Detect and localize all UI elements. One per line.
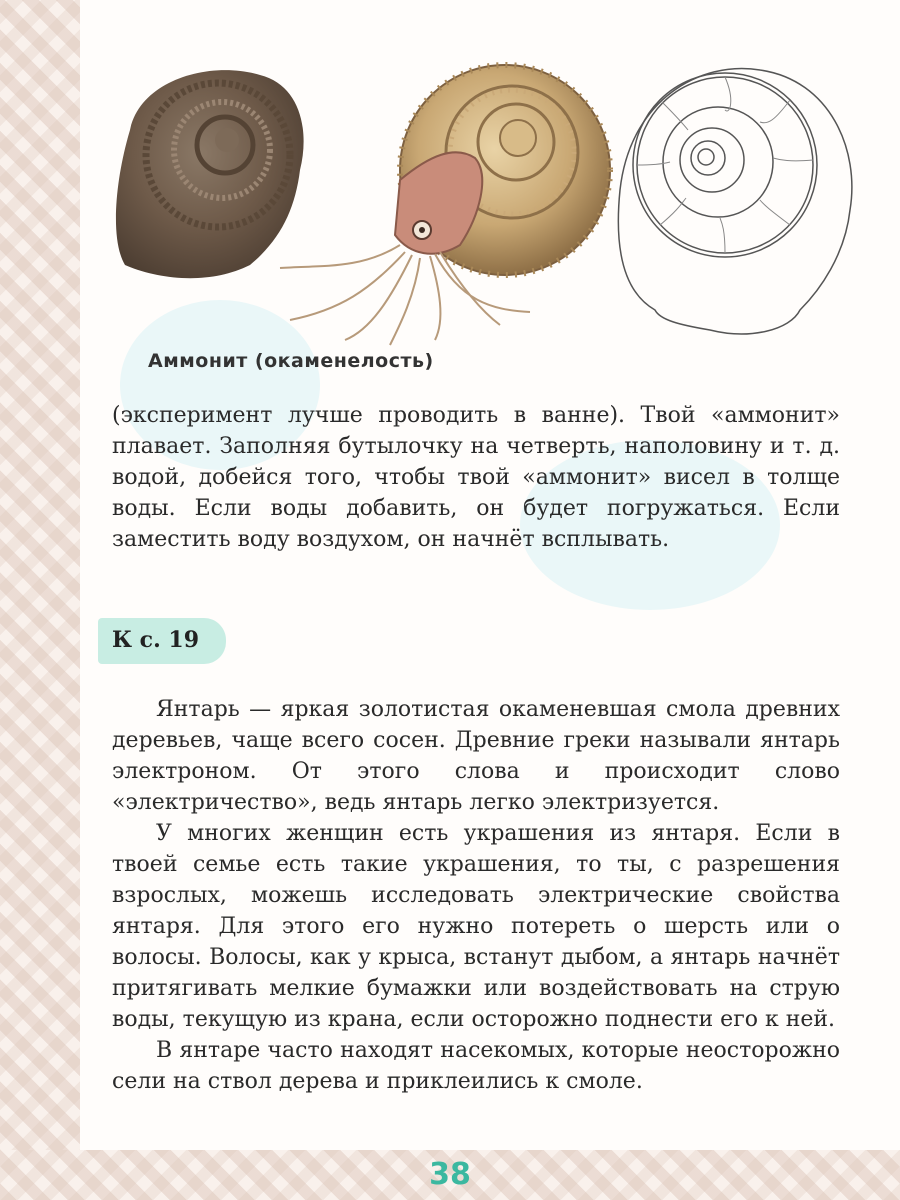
decorative-border-left [0, 0, 80, 1200]
paragraph-text: Янтарь — яркая золотистая окаменевшая смола древних деревьев, чаще всего сосен. Древние греки называли янтарь электроном. От этого слова и происходит слово «электричество», ведь янтарь легко электризуется. [112, 697, 840, 815]
paragraph-text: В янтаре часто находят насекомых, которые неосторожно сели на ствол дерева и приклеились к смоле. [112, 1038, 840, 1094]
paragraph-text: У многих женщин есть украшения из янтаря. Если в твоей семье есть такие украшения, то ты, с разрешения взрослых, можешь исследовать электрические свойства янтаря. Для этого его нужно потереть о шерсть или о волосы. Волосы, как у крыса, встанут дыбом, а янтарь начнёт притягивать мелкие бумажки или воздействовать на струю воды, текущую из крана, если осторожно поднести его к ней. [112, 821, 840, 1032]
page-number: 38 [429, 1157, 471, 1192]
fossil-ammonite-photo-icon [116, 70, 304, 278]
paragraph-text: (эксперимент лучше проводить в ванне). Твой «аммонит» плавает. Заполняя бутылочку на четверть, наполовину и т. д. водой, добейся того, чтобы твой «аммонит» висел в толще воды. Если воды добавить, он будет погружаться. Если заместить воду воздухом, он начнёт всплывать. [112, 403, 840, 552]
ammonite-creature-illustration-icon [280, 65, 610, 345]
section-label: К с. 19 [112, 627, 200, 653]
intro-paragraph [112, 400, 840, 555]
figure-caption: Аммонит (окаменелость) [148, 350, 434, 372]
ammonite-shell-outline-drawing-icon [618, 69, 852, 334]
ammonite-illustrations [100, 40, 880, 350]
section-body [112, 694, 840, 1097]
